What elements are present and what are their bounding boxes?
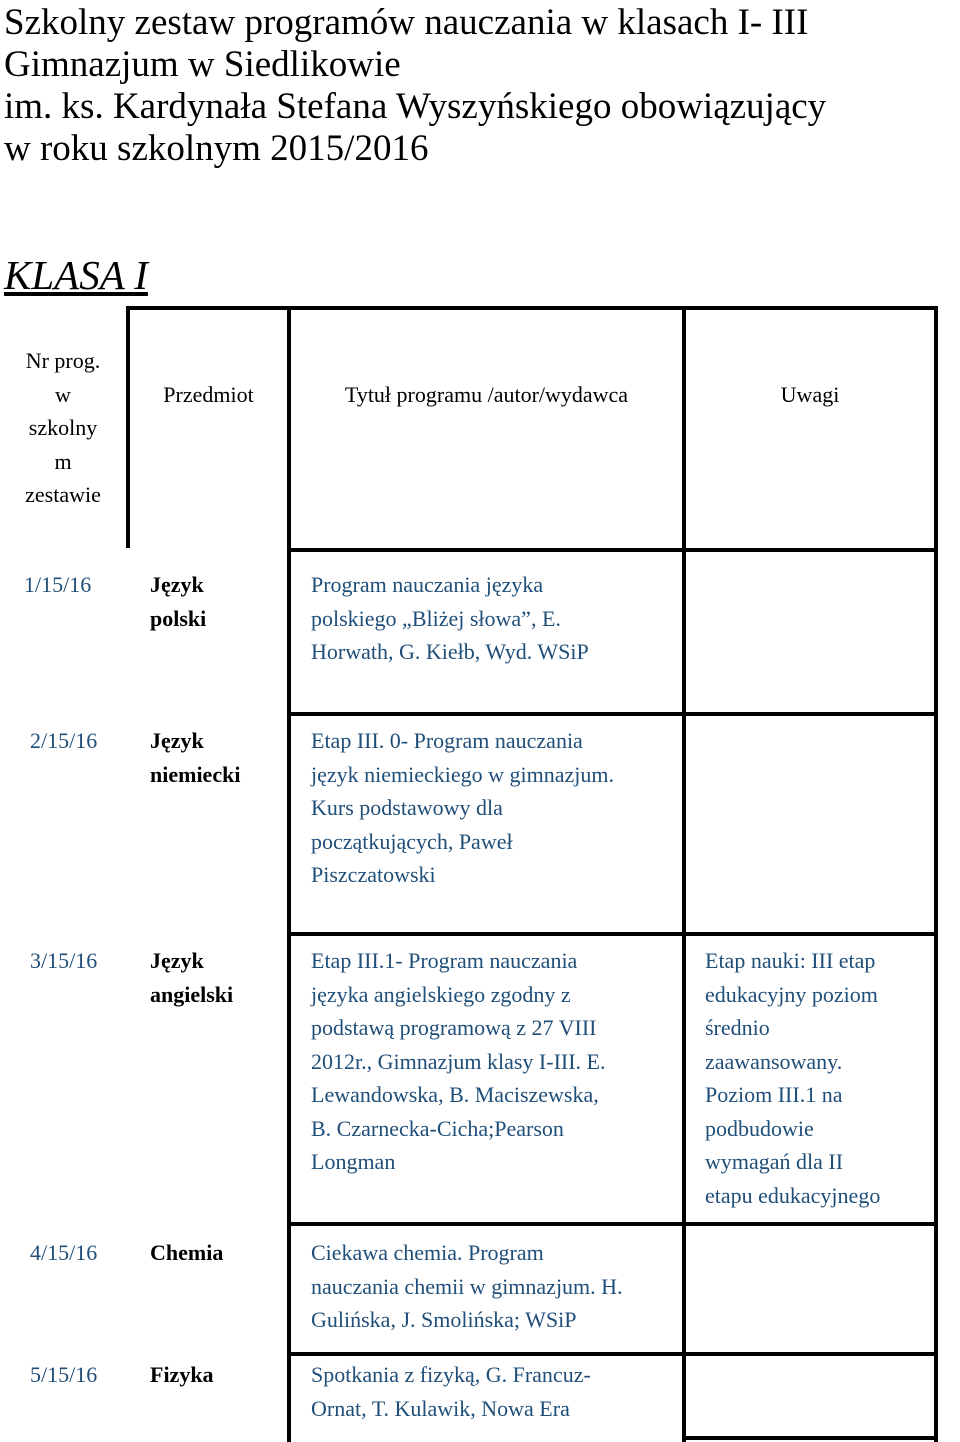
table-border-row2 — [287, 932, 938, 936]
header-program: Tytuł programu /autor/wydawca — [344, 382, 629, 407]
header-nr-line: m — [54, 448, 72, 474]
row3-program — [311, 944, 681, 1179]
program-line: nauczania chemii w gimnazjum. H. — [311, 1273, 623, 1299]
row2-subject — [150, 724, 280, 791]
row5-nr: 5/15/16 — [30, 1362, 98, 1387]
notes-line: edukacyjny poziom — [705, 981, 878, 1007]
table-border-col3 — [682, 306, 686, 1442]
row3-notes — [705, 944, 931, 1212]
program-line: Piszczatowski — [311, 862, 436, 887]
notes-line: podbudowie — [705, 1115, 814, 1141]
subject-line: Fizyka — [150, 1362, 214, 1387]
table-border-bottom — [682, 1436, 938, 1440]
program-line: początkujących, Paweł — [311, 828, 513, 854]
header-nr-line: w — [55, 381, 71, 407]
row2-program — [311, 724, 681, 892]
program-line: Horwath, G. Kiełb, Wyd. WSiP — [311, 639, 589, 664]
subject-line: Język — [150, 948, 204, 973]
table-border-header — [287, 548, 938, 552]
header-nr — [0, 344, 126, 512]
table-border-row4 — [287, 1352, 938, 1356]
notes-line: etapu edukacyjnego — [705, 1182, 881, 1208]
notes-line: Etap nauki: III etap — [705, 948, 876, 973]
program-line: Gulińska, J. Smolińska; WSiP — [311, 1307, 577, 1332]
program-table — [0, 306, 960, 1442]
row3-nr: 3/15/16 — [30, 948, 98, 973]
header-nr-line: szkolny — [28, 415, 98, 440]
program-line: B. Czarnecka-Cicha;Pearson — [311, 1115, 564, 1141]
subject-line: angielski — [150, 981, 234, 1007]
row1-program — [311, 568, 681, 669]
notes-line: średnio — [705, 1015, 770, 1040]
row4-subject — [150, 1236, 284, 1270]
program-line: Etap III.1- Program nauczania — [311, 948, 578, 973]
title-line-2: Gimnazjum w Siedlikowie — [4, 44, 401, 85]
row5-program — [311, 1358, 681, 1425]
row3-subject — [150, 944, 280, 1011]
notes-line: zaawansowany. — [705, 1048, 843, 1074]
header-nr-line: Nr prog. — [25, 348, 101, 373]
header-nr-line: zestawie — [25, 482, 101, 507]
table-border-col2 — [287, 306, 291, 1442]
table-border-row1 — [287, 712, 938, 716]
program-line: Kurs podstawowy dla — [311, 795, 503, 820]
subject-line: Język — [150, 572, 204, 597]
notes-line: Poziom III.1 na — [705, 1082, 843, 1107]
subject-line: niemiecki — [150, 761, 241, 787]
title-line-4: w roku szkolnym 2015/2016 — [4, 128, 429, 169]
subject-line: Chemia — [150, 1240, 224, 1265]
table-border-col1 — [126, 306, 130, 548]
row1-nr: 1/15/16 — [24, 572, 92, 597]
title-line-3: im. ks. Kardynała Stefana Wyszyńskiego obowiązujący — [4, 86, 827, 127]
document-title — [4, 2, 956, 170]
program-line: Lewandowska, B. Maciszewska, — [311, 1082, 599, 1107]
program-line: Ornat, T. Kulawik, Nowa Era — [311, 1395, 570, 1421]
header-subject: Przedmiot — [163, 382, 254, 407]
program-line: Ciekawa chemia. Program — [311, 1240, 544, 1265]
notes-line: wymagań dla II — [705, 1149, 844, 1174]
table-border-top — [126, 306, 938, 310]
table-border-row3 — [287, 1222, 938, 1226]
program-line: Program nauczania języka — [311, 572, 544, 597]
title-line-1: Szkolny zestaw programów nauczania w klasach I- III — [4, 2, 809, 43]
table-border-right — [934, 306, 938, 1442]
program-line: Spotkania z fizyką, G. Francuz- — [311, 1362, 591, 1387]
row2-nr: 2/15/16 — [30, 728, 98, 753]
row4-nr: 4/15/16 — [30, 1240, 98, 1265]
row4-program — [311, 1236, 681, 1337]
subject-line: Język — [150, 728, 204, 753]
program-line: 2012r., Gimnazjum klasy I-III. E. — [311, 1048, 606, 1074]
class-heading: KLASA I — [4, 252, 148, 298]
program-line: Longman — [311, 1149, 396, 1174]
program-line: języka angielskiego zgodny z — [311, 981, 571, 1007]
program-line: polskiego „Bliżej słowa”, E. — [311, 605, 561, 631]
subject-line: polski — [150, 605, 207, 631]
program-line: język niemieckiego w gimnazjum. — [311, 761, 615, 787]
row1-subject — [150, 568, 280, 635]
program-line: podstawą programową z 27 VIII — [311, 1015, 597, 1040]
program-line: Etap III. 0- Program nauczania — [311, 728, 583, 753]
header-notes: Uwagi — [780, 382, 840, 407]
row5-subject — [150, 1358, 284, 1392]
